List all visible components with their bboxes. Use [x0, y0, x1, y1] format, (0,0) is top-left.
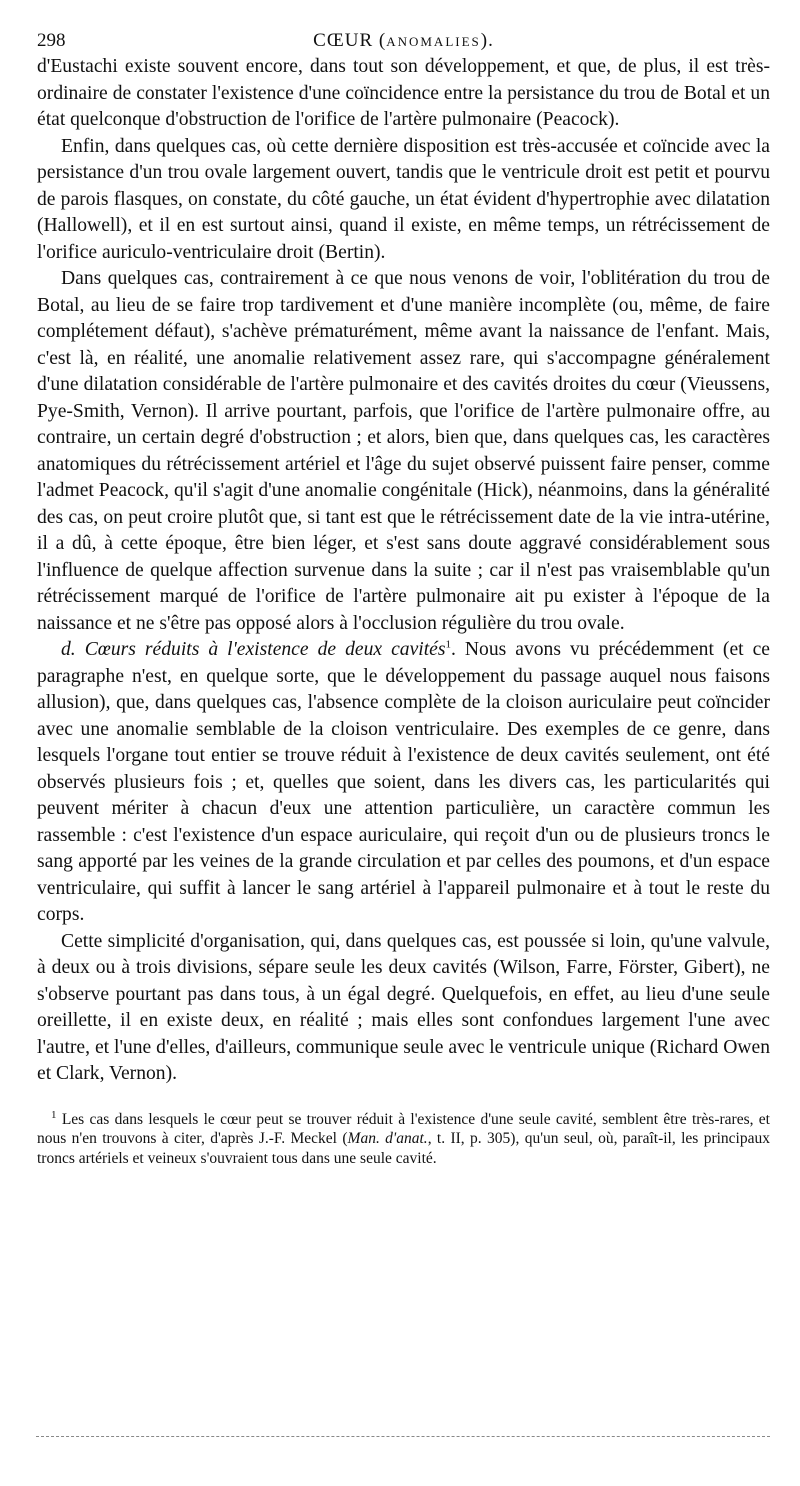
section-title: Cœurs réduits à l'existence de deux cavités [84, 639, 446, 660]
footnote-mark: 1 [51, 1108, 57, 1121]
paragraph-3: Dans quelques cas, contrairement à ce que nous venons de voir, l'oblitération du trou de Botal, au lieu de se faire trop tardivement et d'une manière incomplète (ou, même, de faire complétement défaut), s'achève prématurément, même avant la naissance de l'enfant. Mais, c'est là, en réalité, une anomalie relativement assez rare, qui s'accompagne généralement d'une dilatation considérable de l'artère pulmonaire et des cavités droites du cœur (Vieussens, Pye-Smith, Vernon). Il arrive pourtant, parfois, que l'orifice de l'artère pulmonaire offre, au contraire, un certain degré d'obstruction ; et alors, bien que, dans quelques cas, les caractères anatomiques du rétrécissement artériel et l'âge du sujet observé puissent faire penser, comme l'admet Peacock, qu'il s'agit d'une anomalie congénitale (Hick), néanmoins, dans la généralité des cas, on peut croire plutôt que, si tant est que le rétrécissement date de la vie intra-utérine, il a dû, à cette époque, être bien léger, et s'est sans doute aggravé considérablement sous l'influence de quelque affection survenue dans la suite ; car il n'est pas vraisemblable qu'un rétrécissement marqué de l'orifice de l'artère pulmonaire ait pu exister à l'époque de la naissance et ne s'être pas opposé alors à l'occlusion régulière du trou ovale. [37, 268, 770, 634]
running-head [37, 30, 770, 54]
paragraph-4 [37, 637, 770, 929]
paragraph-2: Enfin, dans quelques cas, où cette dernière disposition est très-accusée et coïncide avec la persistance d'un trou ovale largement ouvert, tandis que le ventricule droit est petit et pourvu de parois flasques, on constate, du côté gauche, un état évident d'hypertrophie avec dilatation (Hallowell), et il en est surtout ainsi, quand il existe, en même temps, un rétrécissement de l'orifice auriculo-ventriculaire droit (Bertin). [37, 135, 770, 263]
footnote-citation: Man. d'anat. [347, 1130, 428, 1147]
section-label: d. [61, 639, 76, 660]
footnote-reference[interactable]: 1 [445, 638, 451, 651]
bottom-rule [36, 1436, 770, 1437]
footnote-text-a: Les cas dans lesquels le cœur peut se trouver réduit à l'existence d'une seule cavité, semblent être très-rares, et nous n'en trouvons à citer, d'après J.-F. Meckel ( [37, 1110, 770, 1147]
body-text [37, 54, 770, 1088]
paragraph-4-text: . Nous avons vu précédemment (et ce paragraphe n'est, en quelque sorte, que le développement du passage auquel nous faisons allusion), que, dans quelques cas, l'absence complète de la cloison auriculaire peut coïncider avec une anomalie semblable de la cloison ventriculaire. Des exemples de ce genre, dans lesquels l'organe tout entier se trouve réduit à l'existence de deux cavités seulement, ont été observés plusieurs fois ; et, quelles que soient, dans les divers cas, les particularités qui peuvent mériter à chacun d'eux une attention particulière, un caractère commun les rassemble : c'est l'existence d'un espace auriculaire, qui reçoit d'un ou de plusieurs troncs le sang apporté par les veines de la grande circulation et par celles des poumons, et d'un espace ventriculaire, qui suffit à lancer le sang artériel à l'appareil pulmonaire et à tout le reste du corps. [37, 639, 770, 925]
running-title-end: ). [480, 30, 494, 51]
book-page [37, 30, 770, 1168]
paragraph-1: d'Eustachi existe souvent encore, dans tout son développement, et que, de plus, il est très-ordinaire de constater l'existence d'une coïncidence entre la persistance du trou de Botal et un état quelconque d'obstruction de l'orifice de l'artère pulmonaire (Peacock). [37, 56, 770, 130]
footnotes [37, 1110, 770, 1169]
paragraph-5: Cette simplicité d'organisation, qui, dans quelques cas, est poussée si loin, qu'une valvule, à deux ou à trois divisions, sépare seule les deux cavités (Wilson, Farre, Förster, Gibert), ne s'observe pourtant pas dans tous, à un égal degré. Quelquefois, en effet, au lieu d'une seule oreillette, il en existe deux, en réalité ; mais elles sont confondues largement l'une avec l'autre, et l'une d'elles, d'ailleurs, communique seule avec le ventricule unique (Richard Owen et Clark, Vernon). [37, 930, 770, 1084]
running-title-smallcaps: ANOMALIES [386, 34, 481, 49]
page-number: 298 [37, 30, 66, 51]
footnote-text-b: , t. II, p. 305), qu'un seul, où, paraît-il, les principaux troncs artériels et veineux s'ouvraient tous dans une seule cavité. [37, 1130, 770, 1167]
running-title [37, 30, 770, 52]
running-title-main: CŒUR ( [313, 30, 387, 51]
footnote-1 [37, 1110, 770, 1169]
